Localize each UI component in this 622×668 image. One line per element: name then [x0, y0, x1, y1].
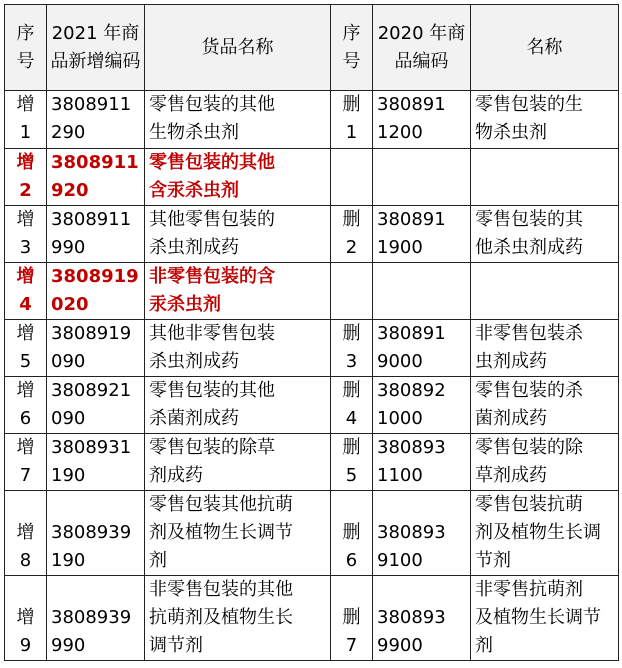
cell-seq2: 删 4	[331, 377, 373, 434]
cell-old-code	[373, 149, 471, 206]
cell-goods-name: 零售包装其他抗萌 剂及植物生长调节 剂	[145, 491, 331, 576]
cell-old-code: 380893 1100	[373, 434, 471, 491]
cell-goods-name: 其他零售包装的 杀虫剂成药	[145, 206, 331, 263]
table-row	[5, 434, 619, 491]
cell-goods-name: 非零售包装的含 汞杀虫剂	[145, 263, 331, 320]
cell-seq2: 删 6	[331, 491, 373, 576]
cell-seq: 增 7	[5, 434, 47, 491]
cell-old-code: 380891 1200	[373, 91, 471, 149]
cell-new-code: 3808939 990	[47, 576, 145, 661]
cell-new-code: 3808911 990	[47, 206, 145, 263]
cell-goods-name: 非零售包装的其他 抗萌剂及植物生长 调节剂	[145, 576, 331, 661]
table-row	[5, 576, 619, 661]
cell-new-code: 3808911 920	[47, 149, 145, 206]
cell-seq: 增 9	[5, 576, 47, 661]
cell-new-code: 3808939 190	[47, 491, 145, 576]
cell-new-code: 3808911 290	[47, 91, 145, 149]
cell-old-name: 非零售包装杀 虫剂成药	[471, 320, 619, 377]
hs-code-change-table	[4, 4, 619, 661]
header-new-code: 2021 年商品新增编码	[47, 5, 145, 91]
cell-seq2: 删 3	[331, 320, 373, 377]
table-row	[5, 91, 619, 149]
cell-old-name	[471, 263, 619, 320]
cell-old-name: 零售包装的生 物杀虫剂	[471, 91, 619, 149]
cell-new-code: 3808931 190	[47, 434, 145, 491]
cell-old-code: 380891 1900	[373, 206, 471, 263]
cell-old-name: 零售包装的其 他杀虫剂成药	[471, 206, 619, 263]
header-seq2: 序 号	[331, 5, 373, 91]
cell-seq: 增 3	[5, 206, 47, 263]
cell-seq2: 删 1	[331, 91, 373, 149]
cell-goods-name: 零售包装的其他 杀菌剂成药	[145, 377, 331, 434]
cell-seq2	[331, 263, 373, 320]
header-row	[5, 5, 619, 91]
header-old-code: 2020 年商品编码	[373, 5, 471, 91]
table-row	[5, 320, 619, 377]
cell-old-name: 非零售抗萌剂 及植物生长调节 剂	[471, 576, 619, 661]
cell-old-code: 380893 9900	[373, 576, 471, 661]
table-row	[5, 491, 619, 576]
table-row	[5, 149, 619, 206]
header-name: 名称	[471, 5, 619, 91]
cell-seq: 增 6	[5, 377, 47, 434]
cell-seq: 增 4	[5, 263, 47, 320]
cell-goods-name: 零售包装的其他 含汞杀虫剂	[145, 149, 331, 206]
cell-goods-name: 其他非零售包装 杀虫剂成药	[145, 320, 331, 377]
header-seq: 序 号	[5, 5, 47, 91]
cell-old-code: 380891 9000	[373, 320, 471, 377]
table-body	[5, 91, 619, 661]
cell-seq2: 删 2	[331, 206, 373, 263]
cell-old-name	[471, 149, 619, 206]
table-row	[5, 206, 619, 263]
cell-seq: 增 1	[5, 91, 47, 149]
cell-seq2: 删 7	[331, 576, 373, 661]
cell-new-code: 3808919 090	[47, 320, 145, 377]
cell-old-name: 零售包装抗萌 剂及植物生长调 节剂	[471, 491, 619, 576]
cell-seq2: 删 5	[331, 434, 373, 491]
cell-new-code: 3808921 090	[47, 377, 145, 434]
cell-seq: 增 8	[5, 491, 47, 576]
cell-seq2	[331, 149, 373, 206]
cell-new-code: 3808919 020	[47, 263, 145, 320]
cell-old-name: 零售包装的杀 菌剂成药	[471, 377, 619, 434]
table-row	[5, 377, 619, 434]
cell-old-code	[373, 263, 471, 320]
cell-seq: 增 5	[5, 320, 47, 377]
cell-goods-name: 零售包装的其他 生物杀虫剂	[145, 91, 331, 149]
cell-goods-name: 零售包装的除草 剂成药	[145, 434, 331, 491]
cell-old-code: 380893 9100	[373, 491, 471, 576]
header-goods-name: 货品名称	[145, 5, 331, 91]
cell-seq: 增 2	[5, 149, 47, 206]
cell-old-name: 零售包装的除 草剂成药	[471, 434, 619, 491]
table-row	[5, 263, 619, 320]
cell-old-code: 380892 1000	[373, 377, 471, 434]
